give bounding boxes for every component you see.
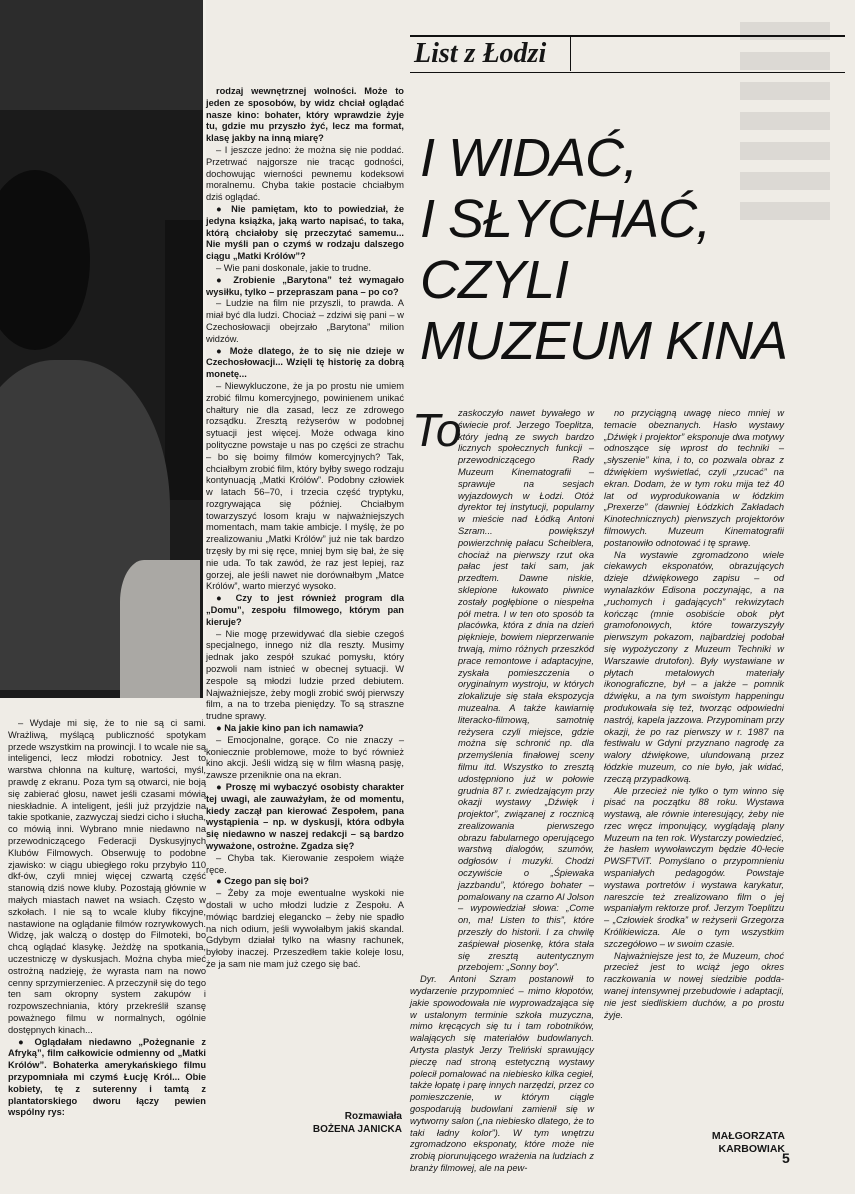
title-line: MUZEUM KINA: [420, 311, 787, 371]
paragraph: no przyciągną uwagę nieco mniej w temacie obeznanych. Hasło wystawy „Dźwięk i projektor” eksponuje dwa motywy odnoszące się wprost do techniki – „słyszenie” kina, i to, co pozwala obraz z dźwiękiem wyświetlać, czyli „rzucać” na ekran. Dodam, że w tym roku mija też 40 lat od wyprodukowania w łódzkim „Prexerze” (dawniej Łódzkich Zakładach Kinotechnicznych) pierwszych projektorów filmowych. Muzeum Kinematografii postanowiło odnotować i tę sprawę.: [604, 408, 784, 548]
paragraph: rodzaj wewnętrznej wolności. Może to jeden ze sposobów, by widz chciał oglądać nasze kino: bohater, który wprawdzie żyje tu, gdzie mu przyszło żyć, lecz ma format, klasę jakby na inną miarę?: [206, 86, 404, 144]
drop-cap: To: [412, 404, 462, 456]
interview-column-a: [206, 86, 404, 971]
paragraph: ● Proszę mi wybaczyć osobisty charakter tej uwagi, ale zauważyłam, że od momentu, kiedy zaczął pan kierować Zespołem, pana wystąpienia – np. w dyskusji, która odbyła się niedawno w naszej redakcji – są bardzo wyważone, ostrożne. Zgadza się?: [206, 782, 404, 851]
paragraph: ● Oglądałam niedawno „Pożegnanie z Afryką”, film całkowicie odmienny od „Matki Królów”. Bohaterka amerykańskiego filmu przypomniała mi czymś Łucję Król... Obie kobiety, tę z suterenny i tamtą z plantatorskiego dworu łączy pewien wspólny rys:: [8, 1036, 206, 1118]
paragraph: – Nie mogę przewidywać dla siebie czegoś specjalnego, innego niż dla reszty. Musimy jednak jako zespół szukać pomysłu, który pozwoli nam istnieć w obecnej sytuacji. W zespole są młodzi ludzie przed debiutem. Najważniejsze, żeby mogli zrobić swój pierwszy film, a na to trzeba pieniędzy. To są straszne trudne sprawy.: [206, 628, 404, 722]
interview-column-b: [8, 718, 206, 1119]
paragraph: Na wystawie zgromadzono wiele ciekawych eksponatów, obrazujących dzieje dźwiękowego zapisu – od wynalazków Edisona poczynając, a na „ruchomych i gadających” rekwizytach kończąc (mnie osobiście obok płyt gramofonowych, które towarzyszyły pierwszym pokazom, najbardziej podobał się wypożyczony z Muzeum Techniki w Warszawie drutofon). Były wystawiane w płytach metalowych materiały ikonograficzne, był – a jakże – pomnik dźwięku, a na tym swoistym happeningu produkowała się też, tworząc odpowiedni nastrój, kapela jazzowa. Przypominam przy okazji, że po raz pierwszy w r. 1987 na festiwalu w Gdyni przyznano nagrodę za walory dźwiękowe, ulundowaną przez łódzkie muzeum, co nie było, jak widać, rzeczą przypadkową.: [604, 549, 784, 784]
title-line: I WIDAĆ,: [420, 128, 637, 188]
paragraph: Ale przecież nie tylko o tym winno się pisać na początku 88 roku. Wystawa wystawą, ale równie interesujący, żeby nie rzec wręcz imponujący, wyglądają plany Muzeum na ten rok. Wystarczy powiedzieć, że hasłem wywoławczym będzie 40-lecie PWSFTViT. Pomyślano o przypomnieniu wspaniałych pedagogów. Powstaje wystawa portretów i wystawa karykatur, nareszcie też zrealizowano film o jej wspaniałym rektorze prof. Jerzym Toeplitzu – „Człowiek środka” w reżyserii Grzegorza Królikiewicza. Ale o tym wszystkim szczegółowo – w swoim czasie.: [604, 785, 784, 949]
photo-portrait: [0, 0, 205, 698]
signature-line: BOŻENA JANICKA: [312, 1124, 402, 1135]
interview-signature: [292, 1110, 402, 1136]
signature-line: KARBOWIAK: [718, 1143, 785, 1155]
article-signature: [680, 1130, 785, 1156]
paragraph: zaskoczyło nawet bywałego w świecie prof. Jerzego Toeplitza, który jedną ze swych bardzo licznych społecznych funkcji – przewodniczącego Rady Muzeum Kinematografii – sprawuje na sesjach wyjazdowych w Łodzi. Otóż dyrektor tej instytucji, popularny w mieście nad Łódką Antoni Szram... powiększył powierzchnię pałacu Scheiblera, chociaż na pierwszy rzut oka pałac jest taki sam, jak przedtem. Dawne niskie, sklepione łukowato piwnice zostały pogłębione o niespełna pół metra. I w ten oto sposób ta placówka, która z dnia na dzień pięknieje, bowiem nieprzerwanie trwają, mimo różnych przeszkód prace remontowe i adaptacyjne, zyskała pomieszczenia o oryginalnym wystroju, w których zlokalizuje się stała ekspozycja muzealna. A także kawiarnię literacko-filmową, samotnię reżysera czyli miejsce, gdzie można się schronić np. dla przemyślenia finałowej sceny filmu itd. Wszystko to zresztą udostępniono już w połowie grudnia 87 r. zwiedzającym przy okazji wystawy „Dźwięk i projektor”, związanej z rocznicą zrealizowania pierwszego obrazu fabularnego operującego warstwą dialogów, szumów, odgłosów i muzyki. Chodzi oczywiście o „Śpiewaka jazzbandu”, którego bohater – pomalowany na czarno Al Jolson – wypowiedział słowa: „Come on, ma! Listen to this”, które przeszły do historii. I za chwilę zaśpiewał piosenkę, która stała się zresztą autentycznym przebojem: „Sonny boy”.: [458, 408, 594, 973]
paragraph: ● Czego pan się boi?: [216, 876, 309, 887]
paragraph: Najważniejsze jest to, że Muzeum, choć przecież jest to wciąż jego okres raczkowania w nowej siedzibie podda-wanej intensywnej przebudowie i adaptacji, nie jest siedliskiem duchów, a po prostu żyje.: [604, 950, 784, 1020]
paragraph: – I jeszcze jedno: że można się nie poddać. Przetrwać najgorsze nie tracąc godności, dochowując wierności pewnemu kodeksowi moralnemu. Chyba takie postacie chciałbym dziś oglądać.: [206, 144, 404, 203]
title-line: CZYLI: [420, 250, 569, 310]
paragraph: – Niewykluczone, że ja po prostu nie umiem zrobić filmu komercyjnego, powinienem unikać chałtury nie dla zasad, lecz ze zdrowego rozsądku. Zresztą reżyserów w podobnej sytuacji jest więcej. Może odwaga kino polityczne powstaje u nas po części ze strachu – bo się boimy filmów komercyjnych? Tak, chciałbym zrobić film, który byłby swego rodzaju kontynuacją „Matki Królów”. Podobny człowiek w latach 56–70, i trzecia część tryptyku, rozgrywająca się później. Chciałbym towarzyszyć losom kraju w najważniejszych momentach, mam takie ambicje. I myślę, że po zrealizowaniu „Matki Królów” już nie tak bardzo trzęsły by mi się ręce, mniej bym się bał, że się nie uda. To tak zawód, że raz jest lepiej, raz gorzej, ale jeśli nawet nie dorównałbym „Matce Królów”, warto mierzyć wysoko.: [206, 380, 404, 592]
paragraph: – Wie pani doskonale, jakie to trudne.: [216, 262, 372, 273]
paragraph: ● Zrobienie „Barytona” też wymagało wysiłku, tylko – przepraszam pana – po co?: [206, 274, 404, 297]
paragraph: ● Na jakie kino pan ich namawia?: [216, 723, 364, 734]
signature-line: MAŁGORZATA: [711, 1130, 785, 1142]
header-rule-bottom: [410, 72, 845, 73]
paragraph: – Wydaje mi się, że to nie są ci sami. Wrażliwą, myślącą publiczność spotykam przede wszystkim na prowincji. I to wcale nie są inteligenci, lecz młodzi robotnicy. Jest to warstwa chłonna na kulturę, wartości, myśl, prawdę z ekranu. Poza tym są otwarci, nie boją się zabierać głosu, nawet jeśli czasami mówią nieskładnie. A inteligent, jeśli już przyjdzie na takie spotkanie, zazwyczaj siedzi cicho i słucha, co mówią inni. Wybrano mnie niedawno na przewodniczącego Federacji Dyskusyjnych Klubów Filmowych. Obserwuję to podobne zjawisko: w ciągu ubiegłego roku przybyło 110 dkf-ów, czyli mniej więcej czwartą część stanowią dziś nowe kluby. Pozostają głównie w małych miastach nawet na wsiach. Często w szkołach. I nie są to wcale kluby fikcyjne, nastawione na oglądanie filmów rozrywkowych. Widzę, jak walczą o dostęp do Filmoteki, bo chcą oglądać klasykę. Jeżdżę na spotkania, uczestniczę w dyskusjach. Można chyba mieć ostrożną nadzieję, że wyrasta nam na nowo cenny sprzymierzeniec. A przeczynił się do tego ten sam okropny system zakupów i rozpowszechniania, który przekreślił szansę poważnego filmu w normalnych, ogólnie dostępnych kinach...: [8, 718, 206, 1035]
paragraph: – Ludzie na film nie przyszli, to prawda. A miał być dla ludzi. Chociaż – zdziwi się pani – w Czechosłowacji obejrzało „Barytona” milion widzów.: [206, 298, 404, 344]
paragraph: – Emocjonalne, gorące. Co nie znaczy – koniecznie problemowe, może to być również kino akcji. Jeśli widzą się w film własną pasję, zawsze przeniknie ona na ekran.: [206, 734, 404, 781]
paragraph: Dyr. Antoni Szram postanowił to wydarzenie przypomnieć – mimo kłopotów, jakie spowodowała nie wyprowadzająca się w ustalonym terminie szkoła muzyczna, mimo kręcących się tu i tam robotników, walających się materiałów budowlanych. Artysta plastyk Jerzy Treliński sprawujący pieczę nad stroną estetyczną wystawy polecił pomalować na niebiesko kilka cegieł, także łopatę i parę innych narzędzi, przez co pomieszczenie, w którym ciągle gospodarują budowlani zamienił się w wytworny salon („na niebiesko dlatego, że to taki ładny kolor”). W tym wnętrzu zgromadzono eksponaty, które może nie zrobią piorunującego wrażenia na ludziach z branży filmowej, ale na pew-: [410, 974, 594, 1173]
section-header: List z Łodzi: [414, 38, 547, 69]
signature-line: Rozmawiała: [344, 1111, 402, 1122]
article-column-d: [604, 408, 784, 1021]
paragraph: ● Nie pamiętam, kto to powiedział, że jedyna książka, jaką warto napisać, to taka, którą chciałoby się przeczytać samemu... Nie myśli pan o czymś w rodzaju dalszego ciągu „Matki Królów”?: [206, 203, 404, 262]
title-line: I SŁYCHAĆ,: [420, 189, 711, 249]
paragraph: – Żeby za moje ewentualne wyskoki nie dostali w ucho młodzi ludzie z Zespołu. A mówiąc bardziej elegancko – żeby nie spadło na nich odium, jeśli wywołałbym jakiś skandal. Gdybym działał tylko na własny rachunek, byłoby inaczej. Przeszedłem takie koleje losu, że ja sam nie mam już czego się bać.: [206, 888, 404, 969]
page-number: 5: [782, 1150, 790, 1166]
paragraph: ● Może dlatego, że to się nie dzieje w Czechosłowacji... Wzięli tę historię za dobrą monetę...: [206, 345, 404, 380]
paragraph: – Chyba tak. Kierowanie zespołem wiąże ręce.: [206, 852, 404, 875]
article-column-c: [410, 404, 594, 1175]
article-title: [420, 128, 787, 372]
paragraph: ● Czy to jest również program dla „Domu”, zespołu filmowego, którym pan kieruje?: [206, 593, 404, 627]
